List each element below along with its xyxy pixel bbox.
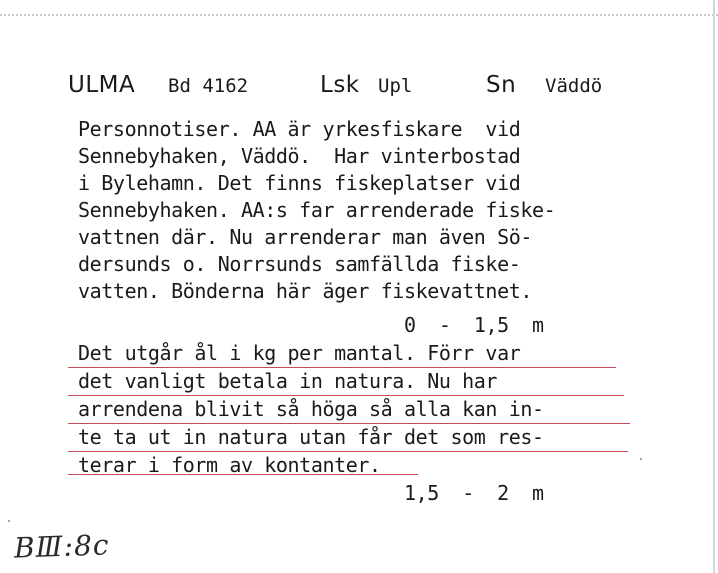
red-underline [68,367,616,368]
text-line: dersunds o. Norrsunds samfällda fiske- [78,252,521,276]
red-underline [68,451,628,452]
red-underline [68,423,630,424]
text-line: i Bylehamn. Det finns fiskeplatser vid [78,171,521,195]
parish-value: Väddö [545,75,603,97]
text-line: Det utgår ål i kg per mantal. Förr var [78,341,521,365]
text-line: Sennebyhaken. AA:s far arrenderade fiske- [78,198,556,222]
handwritten-signum: BⅢ:8c [13,528,111,565]
paper-speck [8,520,10,522]
card-header [68,72,668,106]
province-value: Upl [378,75,413,97]
parish-label: Sn [486,72,517,98]
card-top-edge [0,14,718,16]
text-line: arrendena blivit så höga så alla kan in- [78,397,544,421]
depth-range-1: 0 - 1,5 m [404,313,544,337]
text-line: Personnotiser. AA är yrkesfiskare vid [78,117,521,141]
text-line: vatten. Bönderna här äger fiskevattnet. [78,279,532,303]
text-line: terar i form av kontanter. [78,453,381,477]
paper-speck [640,458,642,460]
text-line: det vanligt betala in natura. Nu har [78,369,498,393]
archive-code: ULMA [68,72,136,98]
province-label: Lsk [320,72,360,98]
depth-range-2: 1,5 - 2 m [404,481,544,505]
text-line: vattnen där. Nu arrenderar man även Sö- [78,225,532,249]
text-line: Sennebyhaken, Väddö. Har vinterbostad [78,144,521,168]
card-right-edge [713,0,715,573]
red-underline [68,474,418,475]
red-underline [68,395,624,396]
text-line: te ta ut in natura utan får det som res- [78,425,544,449]
volume-number: Bd 4162 [168,75,249,97]
